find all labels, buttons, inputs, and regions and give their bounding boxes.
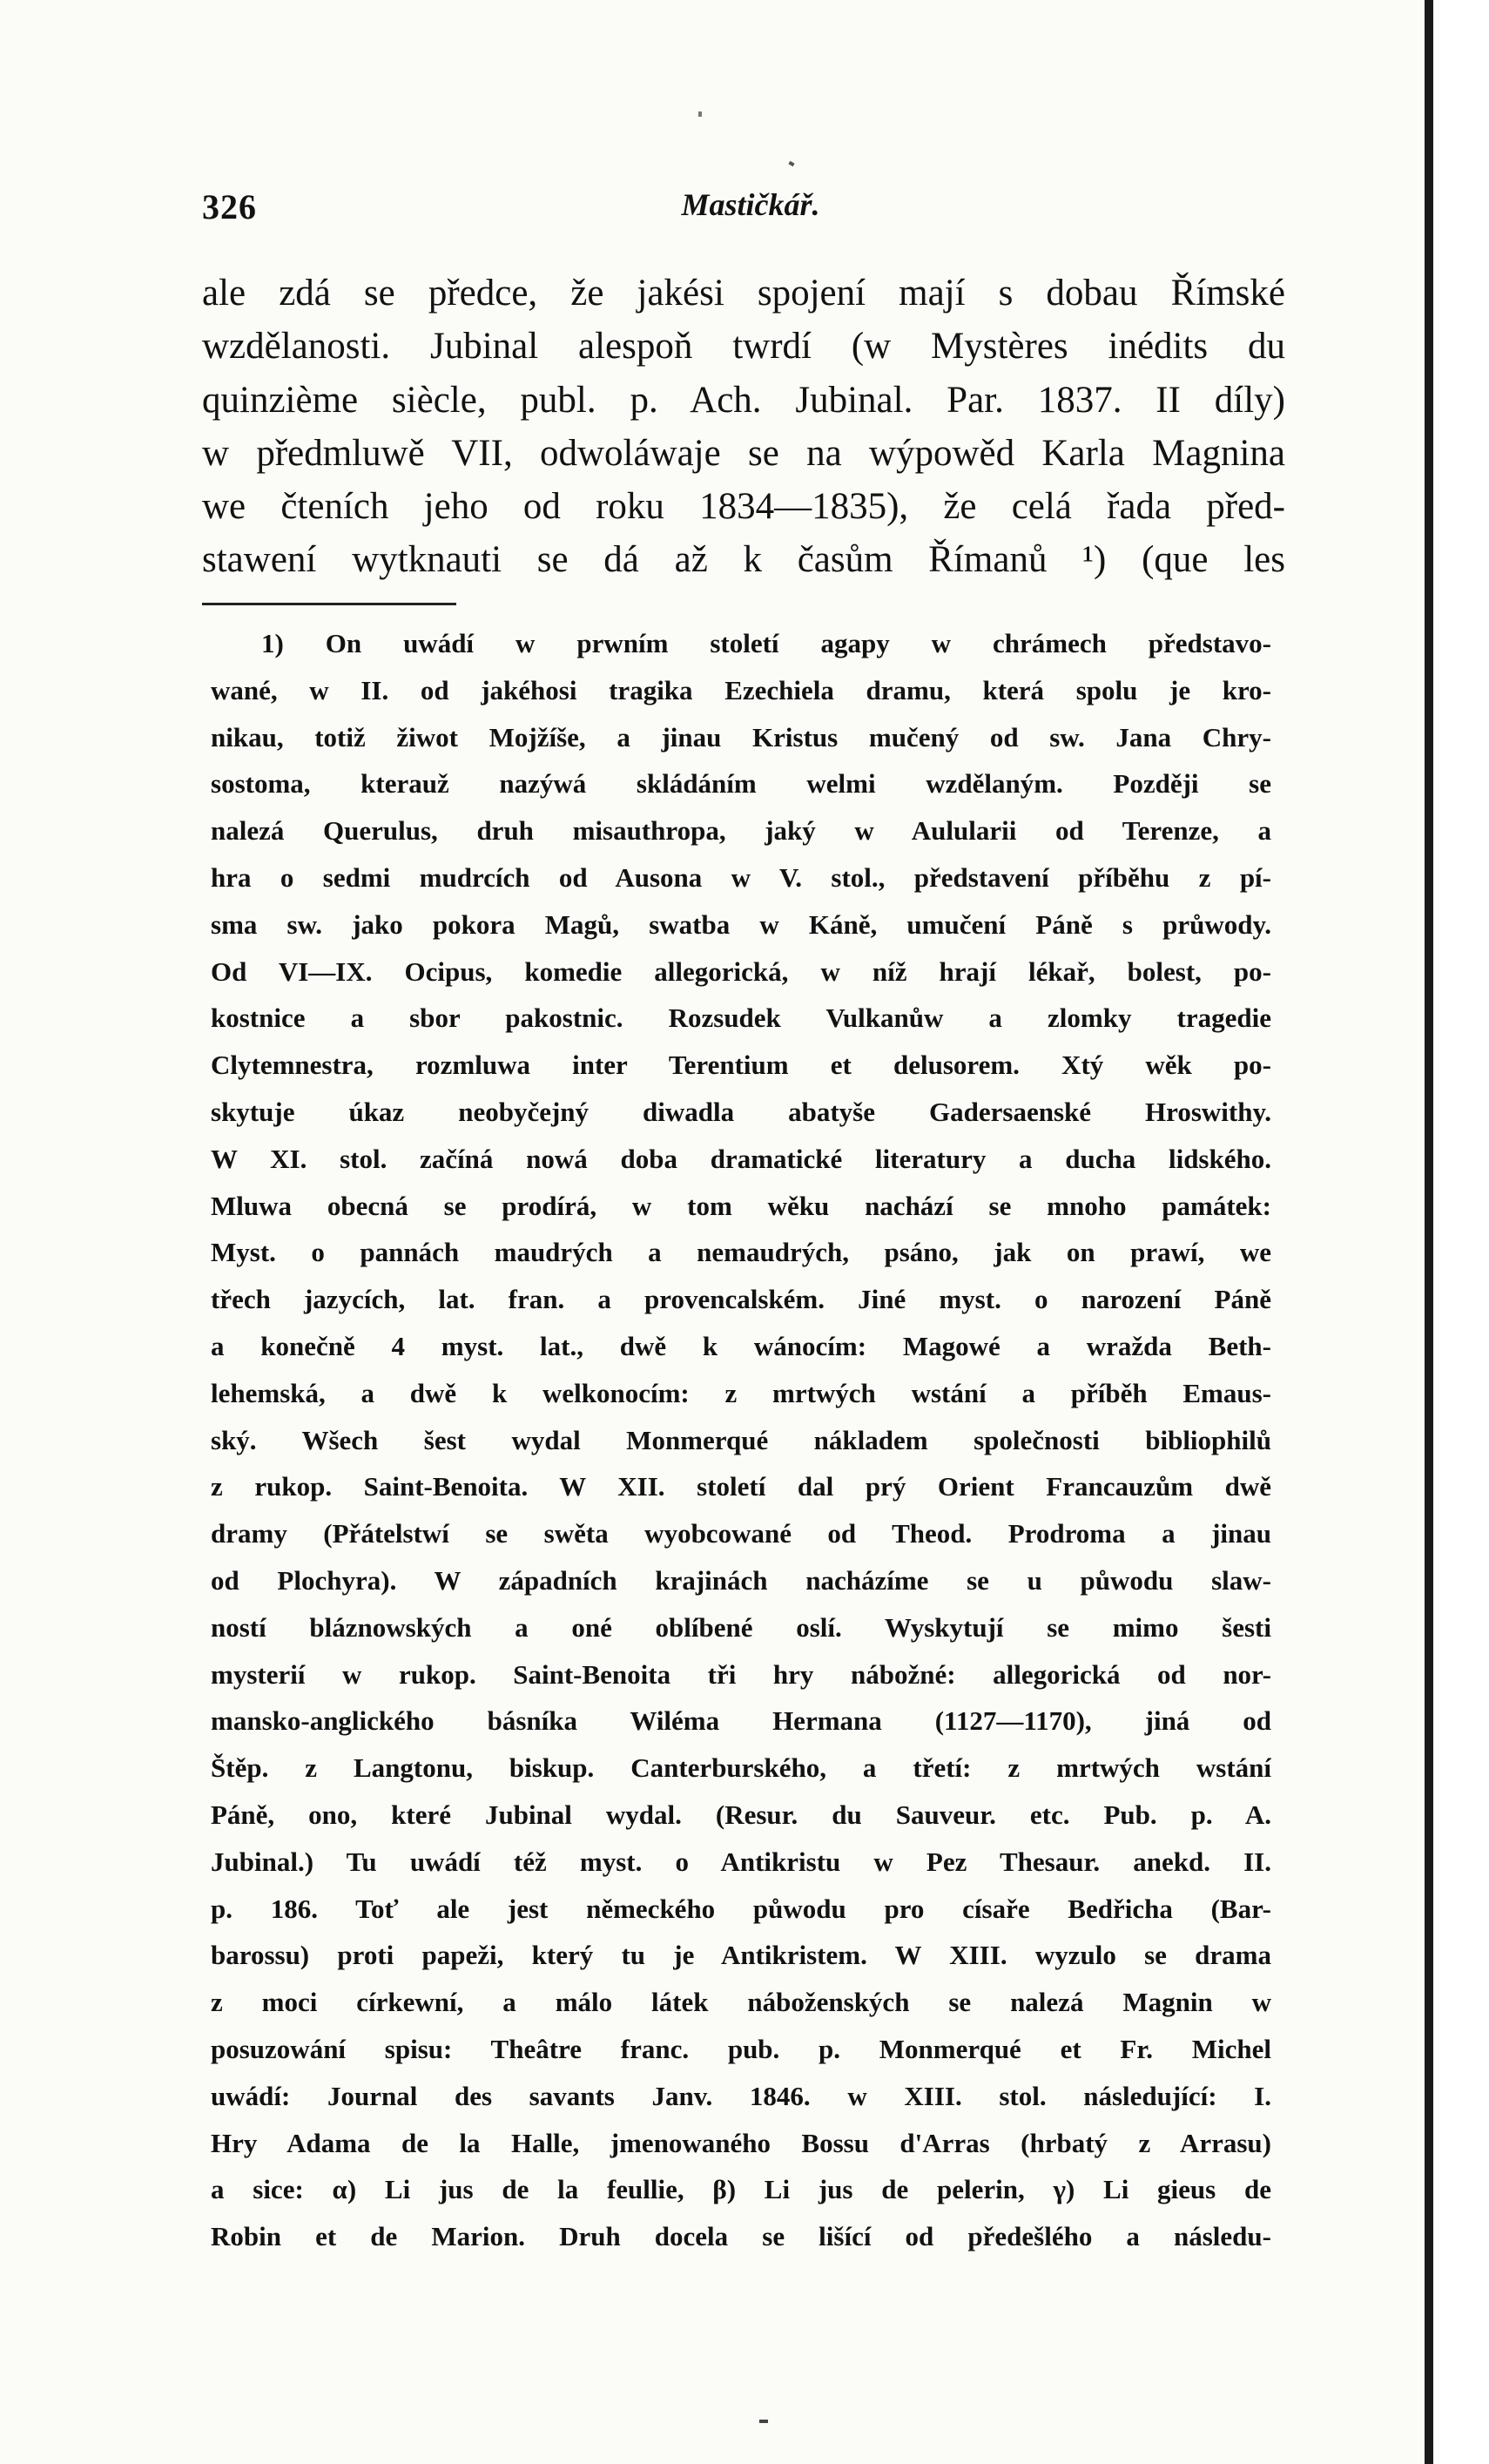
running-title: Mastičkář. [681,187,820,222]
footnote-line: Clytemnestra, rozmluwa inter Terentium et delusorem. Xtý wěk po- [211,1050,1271,1081]
footnote-line: sma sw. jako pokora Magů, swatba w Káně, umučení Páně s průwody. [211,908,1271,940]
footnote-line: lehemská, a dwě k welkonocím: z mrtwých wstání a příběh Emaus- [211,1377,1271,1408]
footnote-line: a sice: α) Li jus de la feullie, β) Li jus de pelerin, γ) Li gieus de [211,2174,1271,2205]
footnote-line: mansko-anglického básníka Wiléma Hermana (1127—1170), jiná od [211,1705,1271,1737]
body-line: wzdělanosti. Jubinal alespoň twrdí (w Mystères inédits du [202,326,1285,368]
body-line: ale zdá se předce, že jakési spojení mají s dobau Římské [202,273,1285,314]
footnote-line: barossu) proti papeži, který tu je Antikristem. W XIII. wyzulo se drama [211,1940,1271,1971]
footnote-line: nalezá Querulus, druh misauthropa, jaký w Aulularii od Terenze, a [211,815,1271,847]
page-edge-shadow [1425,0,1433,2464]
footnote-line: od Plochyra). W západních krajinách nacházíme se u půwodu slaw- [211,1564,1271,1596]
footnote-line: z rukop. Saint-Benoita. W XII. století dal prý Orient Francauzům dwě [211,1471,1271,1502]
page-header [202,186,1285,239]
body-line: we čteních jeho od roku 1834—1835), že celá řada před- [202,486,1285,528]
footnote-line: Robin et de Marion. Druh docela se lišící od předešlého a následu- [211,2221,1271,2252]
speck-mark [759,2420,768,2423]
footnote-line: Hry Adama de la Halle, jmenowaného Bossu d'Arras (hrbatý z Arrasu) [211,2127,1271,2158]
footnote-line: Myst. o pannách maudrých a nemaudrých, psáno, jak on prawí, we [211,1237,1271,1268]
footnote-line: skytuje úkaz neobyčejný diwadla abatyše Gadersaenské Hroswithy. [211,1096,1271,1127]
footnote-line: p. 186. Toť ale jest německého půwodu pro císaře Bedřicha (Bar- [211,1893,1271,1924]
footnote-line: sostoma, kterauž nazýwá skládáním welmi wzdělaným. Později se [211,768,1271,800]
footnote-line: z moci církewní, a málo látek náboženských se nalezá Magnin w [211,1987,1271,2018]
page-number: 326 [202,187,257,226]
footnote-line: a konečně 4 myst. lat., dwě k wánocím: Magowé a wražda Beth- [211,1330,1271,1361]
footnote-line: ský. Wšech šest wydal Monmerqué nákladem společnosti bibliophilů [211,1424,1271,1455]
footnote-line: hra o sedmi mudrcích od Ausona w V. stol., představení příběhu z pí- [211,861,1271,893]
body-line: quinzième siècle, publ. p. Ach. Jubinal. Par. 1837. II díly) [202,379,1285,421]
footnote-rule [202,603,456,605]
main-text [202,267,1285,587]
footnote-line: dramy (Přátelstwí se swěta wyobcowané od Theod. Prodroma a jinau [211,1518,1271,1549]
footnote-line: Od VI—IX. Ocipus, komedie allegorická, w níž hrají lékař, bolest, po- [211,955,1271,987]
footnote-line: ností bláznowských a oné oblíbené oslí. Wyskytují se mimo šesti [211,1611,1271,1643]
footnote-line: mysterií w rukop. Saint-Benoita tři hry nábožné: allegorická od nor- [211,1658,1271,1690]
footnote-line: nikau, totiž žiwot Mojžíše, a jinau Kristus mučený od sw. Jana Chry- [211,721,1271,753]
footnote-line: Štěp. z Langtonu, biskup. Canterburského, a třetí: z mrtwých wstání [211,1752,1271,1784]
footnote-line: W XI. stol. začíná nowá doba dramatické literatury a ducha lidského. [211,1143,1271,1174]
footnote-line: 1) On uwádí w prwním století agapy w chrámech představo- [261,628,1271,658]
footnote-line: třech jazycích, lat. fran. a provencalském. Jiné myst. o narození Páně [211,1284,1271,1315]
footnote-line: posuzowání spisu: Theâtre franc. pub. p. Monmerqué et Fr. Michel [211,2033,1271,2064]
footnote-line: Jubinal.) Tu uwádí též myst. o Antikristu w Pez Thesaur. anekd. II. [211,1846,1271,1877]
footnote-line: Mluwa obecná se prodírá, w tom wěku nachází se mnoho památek: [211,1190,1271,1221]
body-line: w předmluwě VII, odwoláwaje se na wýpowěd Karla Magnina [202,432,1285,474]
footnote-line: wané, w II. od jakéhosi tragika Ezechiela dramu, která spolu je kro- [211,674,1271,705]
speck-mark [698,111,702,117]
speck-mark [788,161,794,166]
footnote [211,620,1271,2260]
footnote-line: uwádí: Journal des savants Janv. 1846. w XIII. stol. následující: I. [211,2080,1271,2111]
scan-margin [1433,0,1489,2464]
body-line: stawení wytknauti se dá až k časům Římanů ¹) (que les [202,539,1285,581]
footnote-line: kostnice a sbor pakostnic. Rozsudek Vulkanůw a zlomky tragedie [211,1002,1271,1034]
footnote-line: Páně, ono, které Jubinal wydal. (Resur. du Sauveur. etc. Pub. p. A. [211,1799,1271,1830]
